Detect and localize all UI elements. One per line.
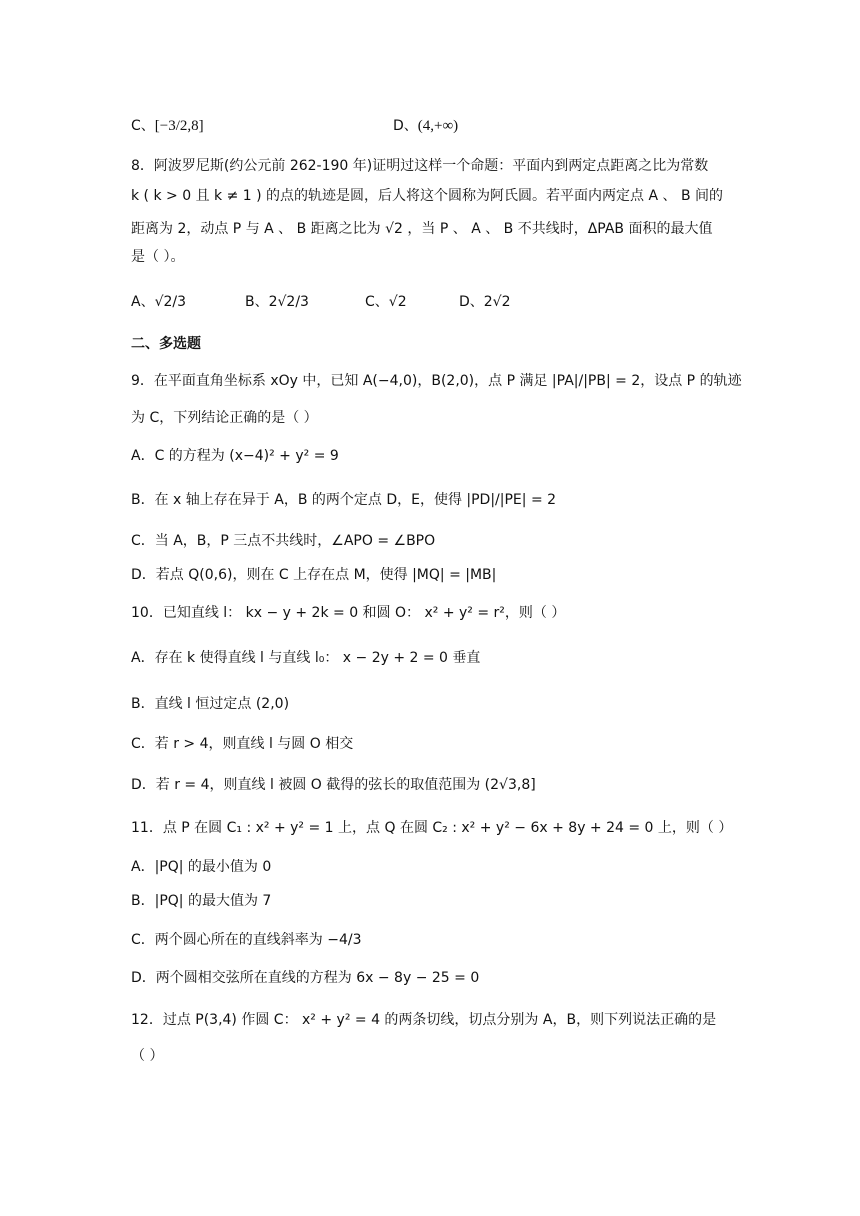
q7-option-c-label: C、 bbox=[131, 118, 155, 134]
q10-option-a: A．存在 k 使得直线 l 与直线 l₀： x − 2y + 2 = 0 垂直 bbox=[131, 650, 481, 666]
q8-option-d: D、2√2 bbox=[459, 294, 511, 310]
q11-stem: 11．点 P 在圆 C₁ : x² + y² = 1 上，点 Q 在圆 C₂ : x² + y² − 6x + 8y + 24 = 0 上，则（ ） bbox=[131, 820, 733, 836]
q11-option-c: C．两个圆心所在的直线斜率为 −4/3 bbox=[131, 932, 362, 948]
q9-stem-line2: 为 C，下列结论正确的是（ ） bbox=[131, 410, 318, 426]
q7-option-c bbox=[131, 116, 204, 136]
q9-stem-line1: 9．在平面直角坐标系 xOy 中，已知 A(−4,0)，B(2,0)，点 P 满足 |PA|/|PB| = 2，设点 P 的轨迹 bbox=[131, 373, 742, 389]
q8-stem-line4: 是（ ）。 bbox=[131, 249, 185, 265]
q11-option-b: B．|PQ| 的最大值为 7 bbox=[131, 893, 272, 909]
q10-option-b: B．直线 l 恒过定点 (2,0) bbox=[131, 696, 290, 712]
q7-option-d-value: (4,+∞) bbox=[417, 118, 459, 134]
q9-option-b: B．在 x 轴上存在异于 A，B 的两个定点 D，E，使得 |PD|/|PE| = 2 bbox=[131, 492, 557, 508]
q12-stem-line1: 12．过点 P(3,4) 作圆 C： x² + y² = 4 的两条切线，切点分别为 A，B，则下列说法正确的是 bbox=[131, 1012, 717, 1028]
q9-option-c: C．当 A，B，P 三点不共线时，∠APO = ∠BPO bbox=[131, 533, 436, 549]
q10-option-d: D．若 r = 4，则直线 l 被圆 O 截得的弦长的取值范围为 (2√3,8] bbox=[131, 777, 536, 793]
q9-option-d: D．若点 Q(0,6)，则在 C 上存在点 M，使得 |MQ| = |MB| bbox=[131, 567, 497, 583]
q10-stem: 10．已知直线 l： kx − y + 2k = 0 和圆 O： x² + y² = r²，则（ ） bbox=[131, 605, 566, 621]
q11-option-a: A．|PQ| 的最小值为 0 bbox=[131, 859, 272, 875]
q8-stem-line1: 8．阿波罗尼斯(约公元前 262-190 年)证明过这样一个命题：平面内到两定点距离之比为常数 bbox=[131, 158, 709, 174]
q7-option-c-value: [−3/2,8] bbox=[154, 118, 204, 134]
q8-stem-line3: 距离为 2，动点 P 与 A 、 B 距离之比为 √2 ，当 P 、 A 、 B 不共线时，ΔPAB 面积的最大值 bbox=[131, 221, 713, 237]
q9-option-a: A．C 的方程为 (x−4)² + y² = 9 bbox=[131, 448, 339, 464]
q11-option-d: D．两个圆相交弦所在直线的方程为 6x − 8y − 25 = 0 bbox=[131, 970, 480, 986]
q10-option-c: C．若 r > 4，则直线 l 与圆 O 相交 bbox=[131, 736, 354, 752]
q7-option-d bbox=[393, 116, 458, 136]
q12-stem-line2: （ ） bbox=[131, 1048, 164, 1064]
q8-option-c: C、√2 bbox=[365, 294, 407, 310]
section-heading-multi-choice: 二、多选题 bbox=[131, 336, 201, 352]
q8-option-a: A、√2/3 bbox=[131, 294, 187, 310]
q8-stem-line2: k ( k > 0 且 k ≠ 1 ) 的点的轨迹是圆，后人将这个圆称为阿氏圆。若平面内两定点 A 、 B 间的 bbox=[131, 188, 724, 204]
q8-option-b: B、2√2/3 bbox=[245, 294, 309, 310]
q7-option-d-label: D、 bbox=[393, 118, 418, 134]
